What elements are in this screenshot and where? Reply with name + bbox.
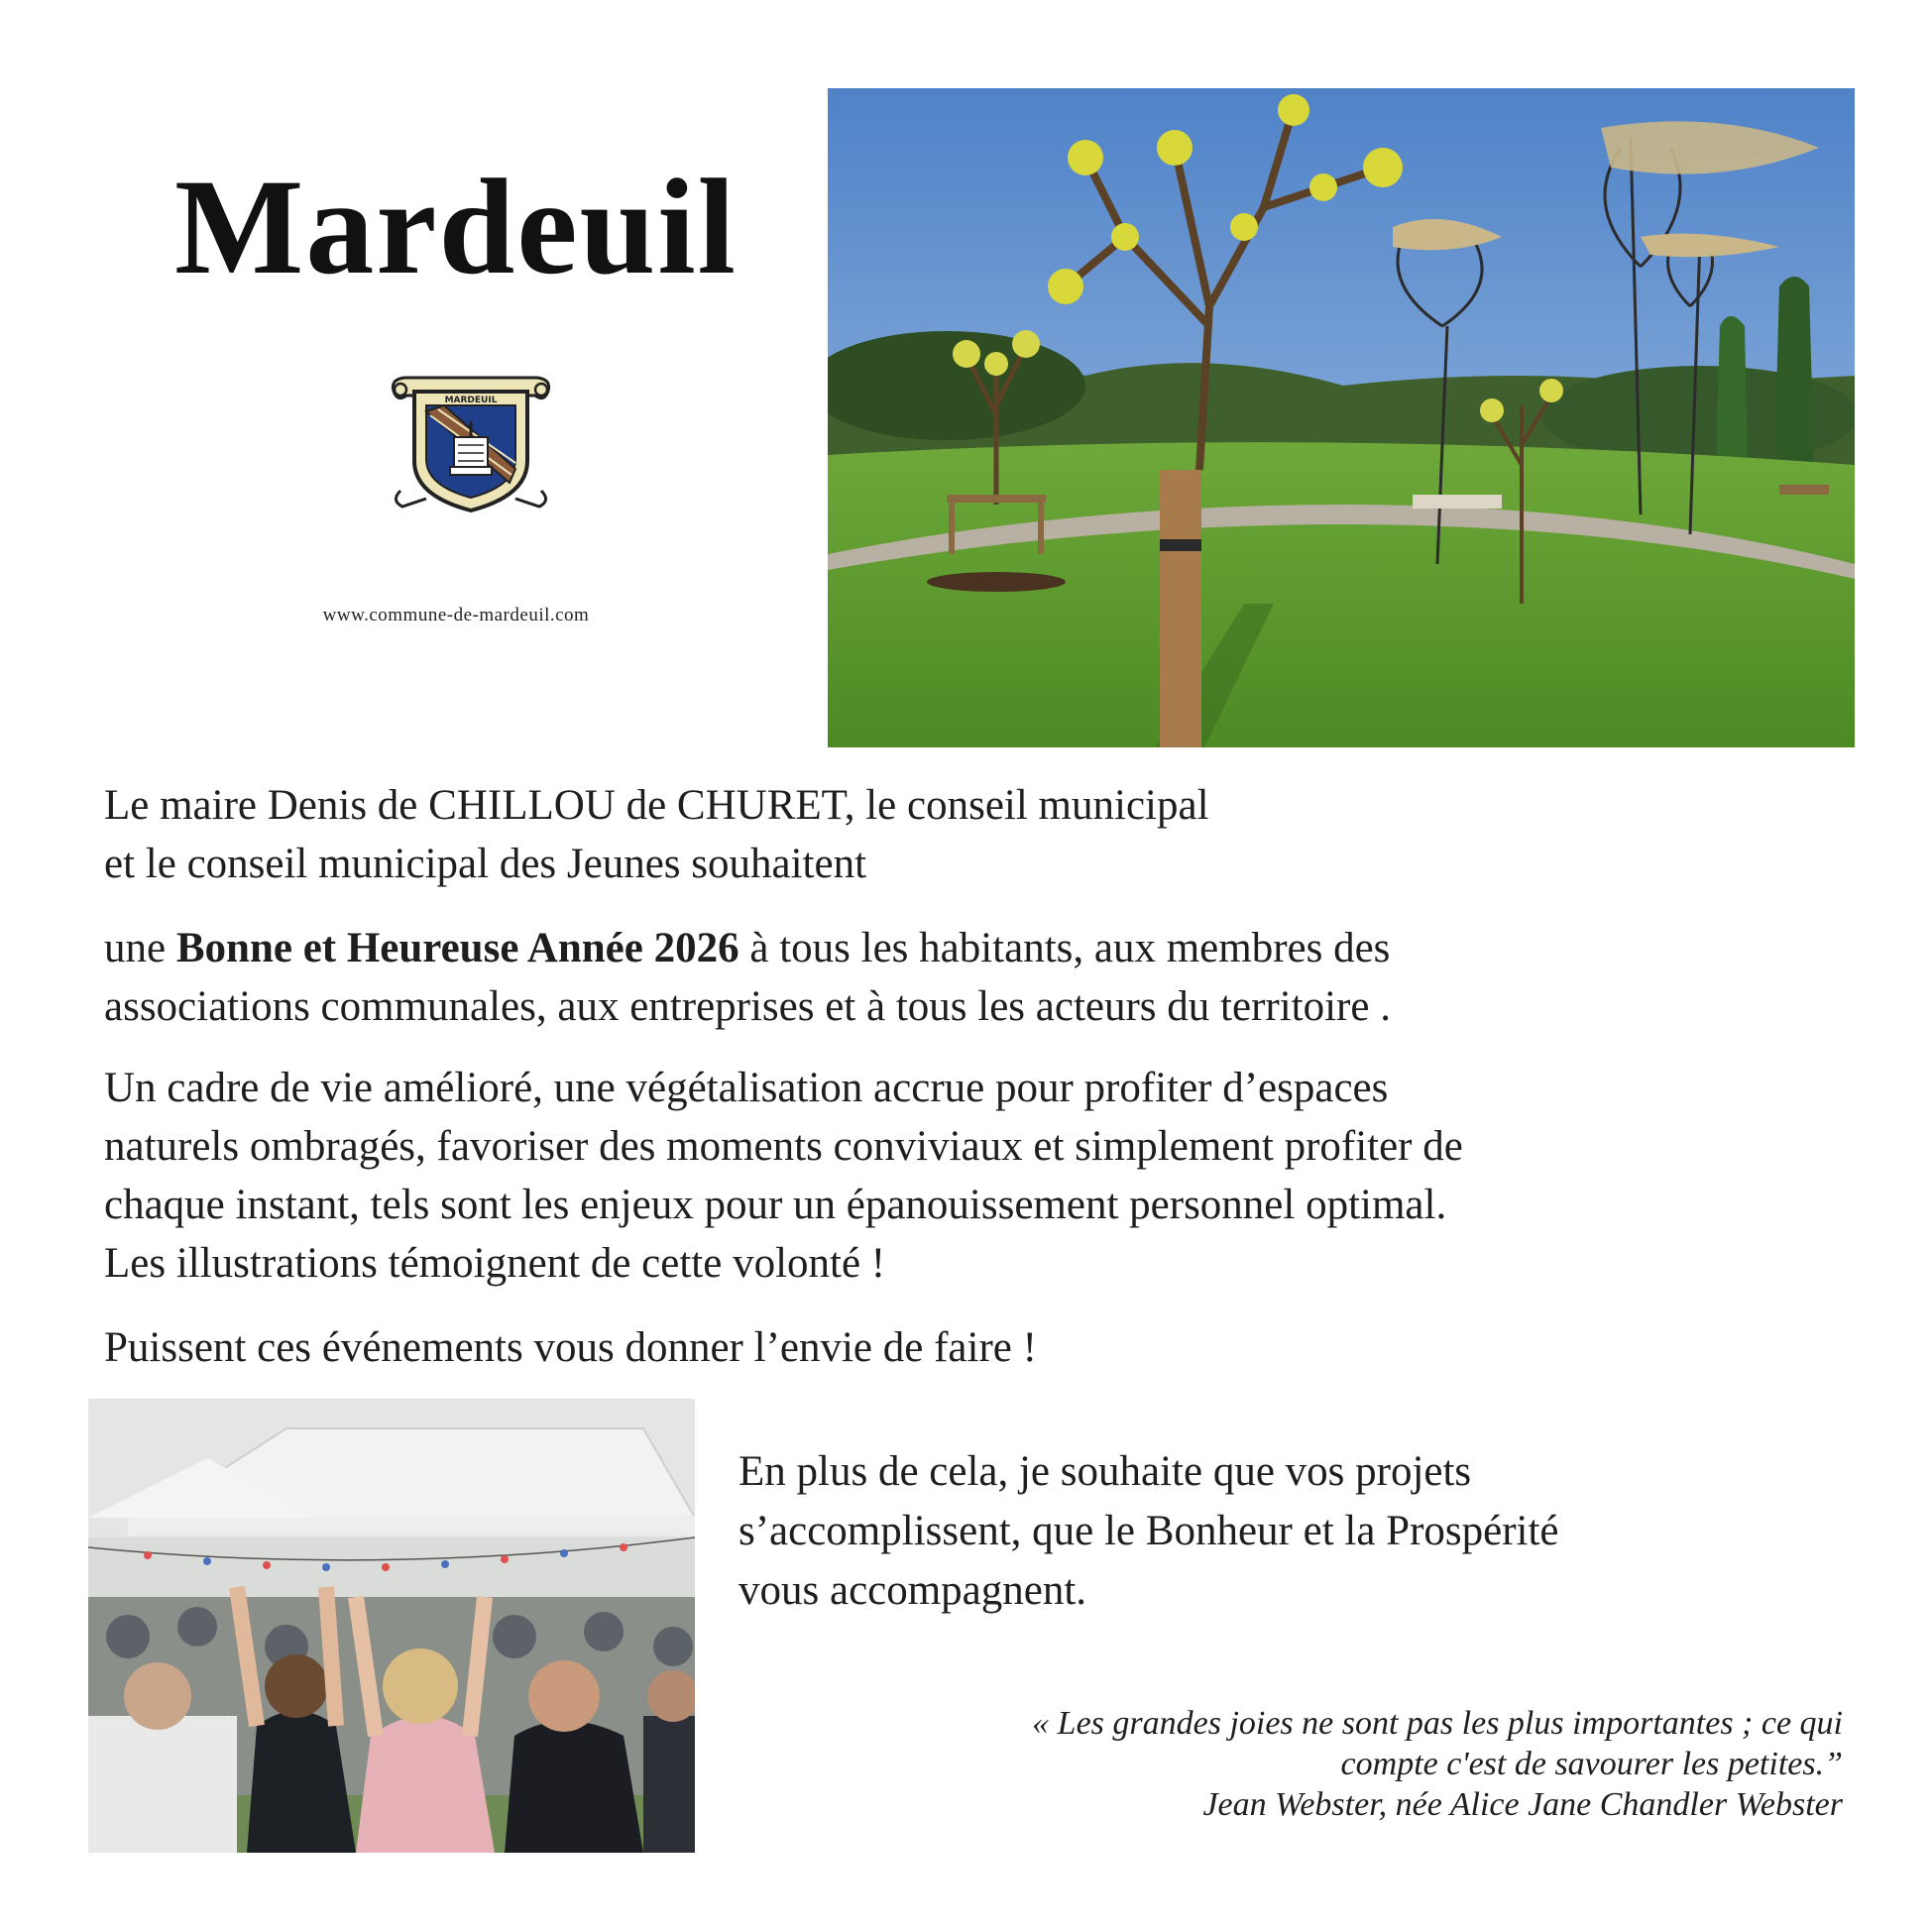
festival-photo	[88, 1399, 695, 1853]
greeting-line-4: associations communales, aux entreprises et à tous les acteurs du territoire .	[104, 983, 1391, 1030]
wish-line-2: s’accomplissent, que le Bonheur et la Prospérité	[739, 1508, 1559, 1554]
wish-paragraph	[739, 1442, 1559, 1621]
quote-block	[1032, 1703, 1843, 1825]
quote-line-1: « Les grandes joies ne sont pas les plus importantes ; ce qui	[1032, 1705, 1843, 1742]
new-year-wish: Bonne et Heureuse Année 2026	[175, 925, 739, 971]
crest-logo	[387, 372, 555, 518]
environment-paragraph	[104, 1059, 1463, 1293]
paragraph2-line-2: naturels ombragés, favoriser des moments conviviaux et simplement profiter de	[104, 1123, 1463, 1170]
greeting-suffix: à tous les habitants, aux membres des	[739, 925, 1391, 971]
wish-line-3: vous accompagnent.	[739, 1567, 1087, 1614]
park-photo	[828, 88, 1855, 747]
events-paragraph: Puissent ces événements vous donner l’envie de faire !	[104, 1324, 1037, 1371]
quote-author: Jean Webster, née Alice Jane Chandler Webster	[1202, 1786, 1843, 1823]
paragraph2-line-3: chaque instant, tels sont les enjeux pour un épanouissement personnel optimal.	[104, 1182, 1447, 1228]
page-title: Mardeuil	[174, 151, 738, 302]
wish-line-1: En plus de cela, je souhaite que vos projets	[739, 1448, 1472, 1495]
greeting-line-2: et le conseil municipal des Jeunes souhaitent	[104, 841, 867, 887]
greeting-header	[104, 776, 1209, 893]
quote-line-2: compte c'est de savourer les petites.”	[1340, 1746, 1843, 1782]
crest-label: MARDEUIL	[444, 396, 498, 405]
greeting-line-3	[104, 919, 1391, 977]
greeting-body	[104, 919, 1391, 1036]
greeting-line-1: Le maire Denis de CHILLOU de CHURET, le conseil municipal	[104, 782, 1209, 829]
paragraph2-line-1: Un cadre de vie amélioré, une végétalisation accrue pour profiter d’espaces	[104, 1065, 1389, 1111]
paragraph2-line-4: Les illustrations témoignent de cette volonté !	[104, 1240, 886, 1287]
greeting-prefix: une	[104, 925, 176, 971]
website-url: www.commune-de-mardeuil.com	[322, 605, 590, 625]
